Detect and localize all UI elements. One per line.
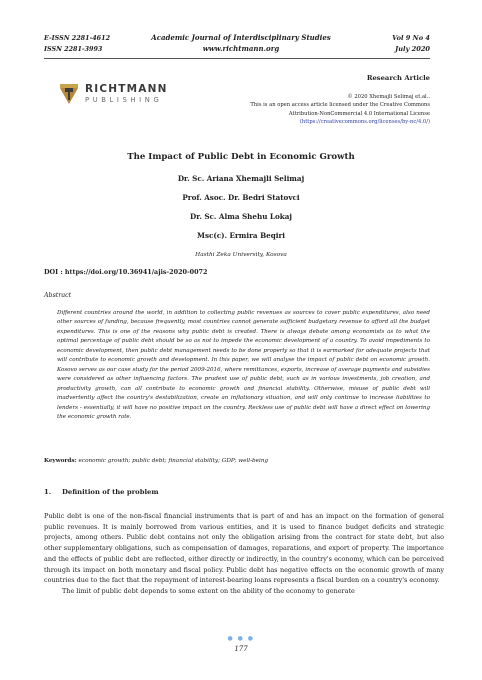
paper-title: The Impact of Public Debt in Economic Growth [127,152,355,162]
abstract-heading: Abstract [44,292,72,299]
section-heading [44,488,159,496]
section-number: 1. [44,488,52,496]
author: Dr. Sc. Ariana Xhemajli Selimaj [177,174,305,183]
author: Prof. Asoc. Dr. Bedri Statovci [182,193,300,202]
footer-dots: ● ● ● [227,635,255,642]
journal-website[interactable]: www.richtmann.org [202,43,280,53]
section-title: Definition of the problem [62,488,159,496]
keywords-label: Keywords: [44,458,77,464]
page-number: 177 [234,645,248,653]
keywords [44,458,444,464]
issue-date: July 2020 [395,44,430,53]
author: Dr. Sc. Alma Shehu Lokaj [189,212,293,221]
issn: ISSN 2281-3993 [44,44,103,53]
license-name: Attribution-NonCommercial 4.0 International License [288,110,430,117]
journal-name: Academic Journal of Interdisciplinary Studies [151,33,331,42]
header-divider [44,58,430,59]
issue-block [392,33,430,54]
eissn: E-ISSN 2281-4612 [44,34,111,42]
affiliation: Hasthi Zeka University, Kosova [195,252,287,258]
body-paragraph: Public debt is one of the non-fiscal financial instruments that is part of and has an impact on the formation of general public revenues. It is mainly borrowed from various entities, and it is used to finance budget deficits and strategic projects, among others. Public debt contains not only the obligation arising from the contract for state debt, but also other supplementary obligations, such as compensation of damages, reparations, and export of property. The importance and the effects of public debt are reflected, either directly or indirectly, in the country's economy, which can be perceived through its impact on both monetary and fiscal policy. Public debt has negative effects on the economic growth of many countries due to the fact that the repayment of interest-bearing loans represents a fiscal burden on a country's economy. [44,512,444,585]
license-block [170,93,430,126]
article-type: Research Article [366,74,430,82]
body-paragraph: The limit of public debt depends to some extent on the ability of the economy to generate [62,586,355,595]
doi-link[interactable]: DOI : https://doi.org/10.36941/ajis-2020-0072 [44,268,208,276]
license-line: This is an open access article licensed under the Creative Commons [250,102,430,109]
publisher-logo [58,82,178,108]
abstract-text: Different countries around the world, in addition to collecting public revenues as sources to cover public expenditures, also need other sources of funding, because frequently, most countries cannot generate sufficient budgetary revenue to afford all the budget expenditures. This is one of the reasons why public debt is created. There is always debate among economists as to what the optimal percentage of public debt should be so as not to impede the economic development of a country. To avoid impediments to economic development, then public debt management needs to be done properly so that it is earmarked for adequate projects that will contribute to economic growth and development. In this paper, we will analyse the impact of public debt on economic growth. Kosovo serves as our case study for the period 2009-2016, where remittances, exports, increase of average payments and subsidies were considered as other influencing factors. The prudent use of public debt, such as in various investments, job creation, and productivity growth, can all contribute to economic growth and financial stability. Otherwise, misuse of public debt will inadvertently affect the country's destabilization, create an inflationary situation, and will only continue to increase liabilities to lenders - essentially, it will have no positive impact on the country. Reckless use of public debt will have a direct effect on lowering the economic growth rate. [57,310,430,420]
publisher-name: RICHTMANN [85,83,168,95]
copyright-line: © 2020 Xhemajli Selimaj et.al.. [347,94,430,100]
author: Msc(c). Ermira Beqiri [196,231,286,240]
section-body [44,511,444,597]
volume-number: Vol 9 No 4 [392,34,430,42]
license-link[interactable]: (https://creativecommons.org/licenses/by-nc/4.0/) [299,118,430,125]
publisher-tagline: PUBLISHING [85,96,163,104]
publisher-logo-icon [58,82,80,106]
keywords-list: economic growth; public debt; financial stability; GDP; well-being [76,458,269,464]
